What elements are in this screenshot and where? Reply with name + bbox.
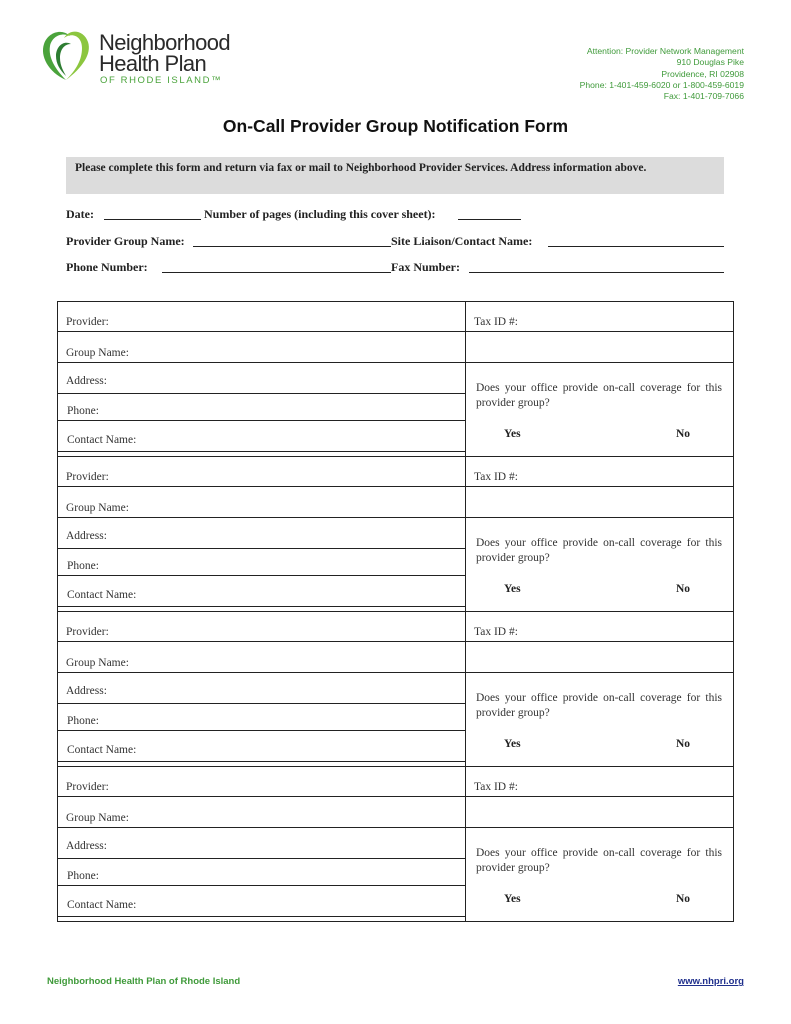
block-3-contact-name-label: Contact Name: (67, 744, 137, 756)
block-2-row-line (57, 548, 465, 549)
block-2-provider-label: Provider: (66, 471, 109, 483)
block-4-contact-name-label: Contact Name: (67, 899, 137, 911)
block-4-divider (57, 766, 734, 767)
pages-field[interactable] (458, 219, 521, 220)
block-3-column-divider (465, 611, 466, 766)
block-3-provider-label: Provider: (66, 626, 109, 638)
block-3-address-label: Address: (66, 685, 107, 697)
block-1-address-label: Address: (66, 375, 107, 387)
block-1-tax-id-label: Tax ID #: (474, 316, 518, 328)
provider-group-field[interactable] (193, 246, 391, 247)
block-3-row-line (57, 761, 465, 762)
block-3-tax-id-label: Tax ID #: (474, 626, 518, 638)
block-2-row-line (57, 606, 465, 607)
block-3-row-line (57, 703, 465, 704)
contact-line: 910 Douglas Pike (676, 57, 744, 68)
block-4-provider-label: Provider: (66, 781, 109, 793)
block-4-group-name-label: Group Name: (66, 812, 129, 824)
heart-swoosh-icon (38, 26, 96, 84)
block-1-row-line (57, 451, 465, 452)
phone-number-field[interactable] (162, 272, 391, 273)
block-2-tax-id-label: Tax ID #: (474, 471, 518, 483)
block-2-column-divider (465, 456, 466, 611)
block-1-row-line (57, 393, 465, 394)
block-2-no-option[interactable]: No (676, 583, 691, 595)
block-1-contact-name-label: Contact Name: (67, 434, 137, 446)
block-4-column-divider (465, 766, 466, 921)
block-2-row-line (57, 575, 465, 576)
site-liaison-field[interactable] (548, 246, 724, 247)
footer-organization: Neighborhood Health Plan of Rhode Island (47, 976, 241, 987)
block-1-group-name-label: Group Name: (66, 347, 129, 359)
block-4-tax-id-label: Tax ID #: (474, 781, 518, 793)
date-field[interactable] (104, 219, 201, 220)
block-4-no-option[interactable]: No (676, 893, 691, 905)
block-3-yes-option[interactable]: Yes (504, 738, 521, 750)
fax-number-field[interactable] (469, 272, 724, 273)
pages-label: Number of pages (including this cover sheet): (204, 207, 436, 221)
block-2-divider (57, 456, 734, 457)
block-3-row-line (57, 641, 734, 642)
logo-name-line2: Health Plan (99, 51, 207, 76)
block-1-phone-label: Phone: (67, 405, 99, 417)
block-1-coverage-question: Does your office provide on-call coverage for this provider group? (476, 382, 722, 409)
block-1-column-divider (465, 301, 466, 456)
site-liaison-label: Site Liaison/Contact Name: (391, 234, 533, 248)
block-3-coverage-question: Does your office provide on-call coverage for this provider group? (476, 692, 722, 719)
block-1-provider-label: Provider: (66, 316, 109, 328)
block-4-phone-label: Phone: (67, 870, 99, 882)
block-4-row-line (57, 916, 465, 917)
block-2-phone-label: Phone: (67, 560, 99, 572)
block-4-address-label: Address: (66, 840, 107, 852)
logo-name-line1: Neighborhood (99, 30, 231, 55)
block-2-coverage-question: Does your office provide on-call coverage for this provider group? (476, 537, 722, 564)
contact-line: Fax: 1-401-709-7066 (663, 91, 744, 102)
block-3-divider (57, 611, 734, 612)
block-2-group-name-label: Group Name: (66, 502, 129, 514)
block-3-row-line (57, 730, 465, 731)
block-3-no-option[interactable]: No (676, 738, 691, 750)
block-3-row-line (57, 672, 734, 673)
block-3-group-name-label: Group Name: (66, 657, 129, 669)
page-title: On-Call Provider Group Notification Form (222, 116, 569, 136)
contact-line: Phone: 1-401-459-6020 or 1-800-459-6019 (579, 79, 744, 90)
block-2-contact-name-label: Contact Name: (67, 589, 137, 601)
block-2-row-line (57, 486, 734, 487)
block-4-coverage-question: Does your office provide on-call coverage for this provider group? (476, 847, 722, 874)
contact-line: Providence, RI 02908 (661, 68, 744, 79)
contact-line: Attention: Provider Network Management (586, 46, 744, 56)
block-4-row-line (57, 885, 465, 886)
block-4-row-line (57, 796, 734, 797)
footer-website-link[interactable]: www.nhpri.org (677, 976, 744, 987)
block-4-row-line (57, 858, 465, 859)
date-label: Date: (66, 207, 94, 221)
block-2-address-label: Address: (66, 530, 107, 542)
block-2-row-line (57, 517, 734, 518)
instructions-banner: Please complete this form and return via fax or mail to Neighborhood Provider Services. Address information above. (66, 157, 724, 194)
block-2-yes-option[interactable]: Yes (504, 583, 521, 595)
provider-group-label: Provider Group Name: (66, 234, 185, 248)
block-4-row-line (57, 827, 734, 828)
logo-subline: OF RHODE ISLAND™ (100, 75, 223, 86)
block-1-no-option[interactable]: No (676, 428, 691, 440)
block-1-row-line (57, 362, 734, 363)
phone-number-label: Phone Number: (66, 260, 148, 274)
brand-logo (38, 26, 248, 88)
block-1-row-line (57, 420, 465, 421)
fax-number-label: Fax Number: (391, 260, 460, 274)
block-1-yes-option[interactable]: Yes (504, 428, 521, 440)
block-4-yes-option[interactable]: Yes (504, 893, 521, 905)
contact-address-block (580, 46, 744, 102)
block-1-row-line (57, 331, 734, 332)
block-3-phone-label: Phone: (67, 715, 99, 727)
